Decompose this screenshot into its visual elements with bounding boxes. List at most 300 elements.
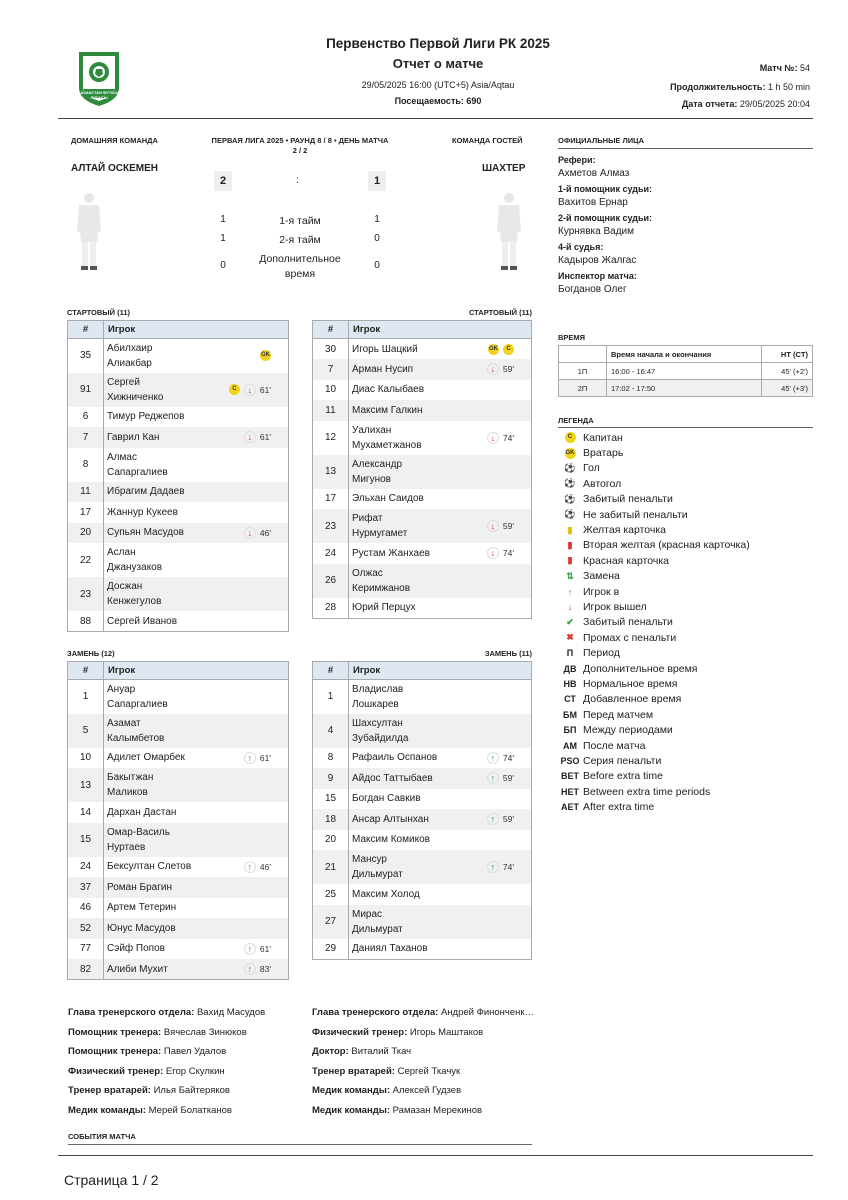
player-row: [313, 905, 532, 939]
abbr-16: НВ: [563, 678, 577, 689]
legend-label: Нормальное время: [583, 677, 678, 690]
report-subtitle: Отчет о матче: [392, 56, 484, 71]
player-row: [68, 680, 289, 714]
col-number-header: #: [68, 321, 104, 339]
player-row: [68, 877, 289, 898]
player-row: [313, 714, 532, 748]
player-name: Досжан Кенжегулов: [107, 581, 162, 607]
player-in-icon: ↑: [487, 752, 499, 764]
player-name: Олжас Керимжанов: [352, 567, 411, 594]
attendance: Посещаемость: 690: [394, 96, 482, 106]
player-cell: [104, 523, 289, 544]
col-number-header: #: [313, 321, 349, 339]
player-number: 1: [313, 680, 349, 714]
staff-role: Медик команды:: [312, 1085, 390, 1097]
player-name: Ансар Алтынхан: [352, 813, 429, 825]
player-row: [313, 339, 532, 360]
abbr-14: П: [566, 648, 574, 659]
staff-name: Павел Удалов: [163, 1046, 227, 1058]
player-number: 15: [68, 823, 104, 857]
player-number: 13: [68, 768, 104, 802]
abbr-21: PSO: [560, 755, 580, 766]
player-row: [68, 939, 289, 960]
player-cell: [349, 509, 532, 543]
legend-caption: ЛЕГЕНДА: [558, 416, 594, 425]
legend-item: [557, 522, 812, 537]
staff-role: Глава тренерского отдела:: [68, 1007, 195, 1018]
legend-item: [557, 584, 812, 599]
player-number: 77: [68, 939, 104, 960]
logo-text: КАЗАКСТАН ФУТБОЛ ЛИГАСЫ: [78, 90, 120, 100]
staff-member: [312, 1081, 534, 1101]
legend-item: [557, 645, 812, 660]
sub-minute: 61': [259, 432, 271, 443]
player-cell: [349, 809, 532, 830]
player-row: [313, 884, 532, 905]
period-label: 1-я тайм: [279, 215, 321, 227]
player-cell: [349, 768, 532, 789]
player-cell: [349, 455, 532, 489]
home-team-name: АЛТАЙ ОСКЕМЕН: [71, 163, 159, 174]
col-player-header: Игрок: [349, 321, 532, 339]
staff-role: Помощник тренера:: [68, 1046, 162, 1058]
staff-member: [312, 1003, 534, 1023]
away-start-caption: СТАРТОВЫЙ (11): [468, 308, 532, 317]
legend-item: [557, 769, 812, 784]
legend-label: Игрок в: [583, 585, 620, 598]
player-name: Даниял Таханов: [352, 943, 428, 954]
player-number: 17: [68, 502, 104, 523]
player-name: Дархан Дастан: [107, 806, 177, 818]
legend-item: [557, 430, 812, 445]
legend-label: Не забитый пенальти: [583, 508, 688, 521]
legend-label: Вторая желтая (красная карточка): [583, 539, 750, 552]
match-datetime: 29/05/2025 16:00 (UTC+5) Asia/Aqtau: [361, 80, 515, 90]
player-number: 23: [68, 577, 104, 611]
home-subs-caption: ЗАМЕНЬ (12): [67, 649, 115, 658]
away-kit-icon: [494, 192, 524, 272]
period-home-score: 1: [220, 214, 226, 225]
sub-minute: 61': [259, 943, 271, 954]
round-caption: ПЕРВАЯ ЛИГА 2025 • РАУНД 8 / 8 • ДЕНЬ МАТЧА 2 / 2: [211, 136, 389, 155]
sub-minute: 59': [502, 364, 514, 375]
home-team-caption: ДОМАШНЯЯ КОМАНДА: [71, 136, 158, 145]
player-cell: [104, 448, 289, 482]
player-number: 37: [68, 877, 104, 898]
player-cell: [349, 359, 532, 380]
legend-divider: [558, 427, 813, 428]
player-out-icon: ↓: [487, 547, 499, 559]
player-cell: [349, 850, 532, 884]
staff-name: Алексей Гудзев: [392, 1085, 462, 1097]
official-name: Ахметов Алмаз: [558, 168, 630, 179]
col-number-header: #: [68, 662, 104, 680]
player-number: 35: [68, 339, 104, 373]
player-row: [313, 543, 532, 564]
player-cell: [104, 680, 289, 714]
time-range: 16:00 - 16:47: [607, 363, 762, 380]
player-cell: [349, 598, 532, 619]
player-number: 4: [313, 714, 349, 748]
staff-role: Глава тренерского отдела:: [312, 1007, 439, 1018]
official-role: Рефери:: [558, 155, 596, 165]
player-number: 11: [313, 400, 349, 421]
legend-label: Between extra time periods: [583, 785, 711, 798]
staff-member: [312, 1023, 534, 1043]
player-row: [313, 789, 532, 810]
player-cell: [349, 884, 532, 905]
player-row: [313, 830, 532, 851]
player-out-icon: ↓: [487, 432, 499, 444]
player-cell: [104, 748, 289, 769]
player-number: 13: [313, 455, 349, 489]
abbr-15: ДВ: [563, 663, 577, 674]
period-home-score: 1: [220, 233, 226, 244]
legend-item: [557, 692, 812, 707]
player-number: 8: [313, 748, 349, 769]
player-cell: [104, 768, 289, 802]
player-name: Игорь Шацкий: [352, 343, 418, 355]
staff-name: Рамазан Мерекинов: [392, 1104, 483, 1116]
legend-item: [557, 799, 812, 814]
player-cell: [349, 748, 532, 769]
player-number: 26: [313, 564, 349, 598]
player-cell: [104, 918, 289, 939]
player-row: [68, 523, 289, 544]
legend-item: [557, 445, 812, 460]
player-number: 11: [68, 482, 104, 503]
abbr-17: СТ: [564, 694, 576, 705]
player-cell: [104, 857, 289, 878]
player-row: [68, 407, 289, 428]
player-out-icon: ↓: [567, 601, 573, 612]
player-out-icon: ↓: [244, 527, 256, 539]
player-number: 5: [68, 714, 104, 748]
player-name: Рафаиль Оспанов: [352, 752, 438, 764]
player-row: [68, 714, 289, 748]
player-name: Максим Холод: [352, 888, 420, 900]
legend-item: [557, 630, 812, 645]
legend-item: [557, 676, 812, 691]
officials-divider: [558, 148, 813, 149]
player-cell: [104, 898, 289, 919]
sub-minute: 61': [259, 752, 271, 763]
staff-role: Медик команды:: [312, 1104, 390, 1116]
staff-role: Тренер вратарей:: [312, 1065, 395, 1077]
player-in-icon: ↑: [487, 772, 499, 784]
abbr-22: BET: [561, 771, 579, 782]
penalty-miss-cross-icon: ✖: [566, 632, 574, 643]
player-row: [313, 680, 532, 714]
time-ht: 45' (+2'): [761, 363, 812, 380]
staff-member: [312, 1042, 534, 1062]
player-number: 29: [313, 939, 349, 960]
player-number: 20: [68, 523, 104, 544]
player-row: [68, 857, 289, 878]
staff-name: Игорь Маштаков: [409, 1026, 484, 1038]
player-cell: [349, 400, 532, 421]
player-row: [68, 543, 289, 577]
player-in-icon: ↑: [487, 813, 499, 825]
player-out-icon: ↓: [487, 363, 499, 375]
official-name: Богданов Олег: [558, 284, 627, 295]
sub-minute: 46': [259, 861, 271, 872]
player-name: Мансур Дильмурат: [352, 854, 403, 880]
player-cell: [104, 577, 289, 611]
player-name: Алиби Мухит: [107, 963, 168, 975]
player-number: 18: [313, 809, 349, 830]
player-number: 6: [68, 407, 104, 428]
legend-item: [557, 784, 812, 799]
player-name: Владислав Лошкарев: [352, 683, 404, 710]
time-row: [559, 380, 813, 397]
player-cell: [104, 543, 289, 577]
player-number: 7: [313, 359, 349, 380]
legend-label: Забитый пенальти: [583, 616, 673, 629]
staff-name: Виталий Ткач: [351, 1046, 412, 1058]
legend-label: Желтая карточка: [583, 524, 667, 537]
legend-item: [557, 738, 812, 753]
player-number: 82: [68, 959, 104, 980]
events-divider: [68, 1144, 532, 1145]
legend-item: [557, 507, 812, 522]
player-name: Арман Нусип: [352, 363, 414, 375]
away-starting-table: [312, 320, 532, 619]
legend-item: [557, 569, 812, 584]
player-name: Ануар Сапаргалиев: [107, 683, 168, 710]
away-subs-caption: ЗАМЕНЬ (11): [484, 649, 532, 658]
player-row: [313, 380, 532, 401]
legend-item: [557, 492, 812, 507]
player-number: 23: [313, 509, 349, 543]
penalty-scored-icon: ⚽: [564, 493, 576, 504]
time-col-range: Время начала и окончания: [607, 346, 762, 363]
player-in-icon: ↑: [487, 861, 499, 873]
player-cell: [349, 789, 532, 810]
header-divider: [58, 118, 813, 119]
player-name: Юнус Масудов: [107, 922, 176, 934]
player-row: [68, 448, 289, 482]
player-cell: [104, 714, 289, 748]
player-name: Шахсултан Зубайдилда: [352, 717, 409, 744]
staff-member: [312, 1062, 534, 1082]
player-name: Александр Мигунов: [352, 458, 403, 485]
staff-member: [68, 1062, 308, 1082]
official-name: Вахитов Ернар: [558, 197, 628, 208]
second-yellow-icon: ▮: [567, 539, 573, 550]
player-name: Ибрагим Дадаев: [107, 486, 185, 498]
staff-role: Доктор:: [312, 1046, 349, 1058]
time-table: [558, 345, 813, 397]
player-row: [313, 809, 532, 830]
legend-label: Вратарь: [583, 447, 624, 460]
player-cell: [349, 714, 532, 748]
captain-icon: [557, 432, 583, 443]
time-range: 17:02 - 17:50: [607, 380, 762, 397]
player-cell: [104, 939, 289, 960]
staff-member: [68, 1101, 308, 1121]
player-number: 46: [68, 898, 104, 919]
player-cell: [349, 564, 532, 598]
player-name: Сергей Иванов: [107, 615, 178, 627]
player-row: [313, 421, 532, 455]
away-subs-table: [312, 661, 532, 960]
home-start-caption: СТАРТОВЫЙ (11): [67, 308, 131, 317]
player-in-icon: ↑: [244, 963, 256, 975]
sub-minute: 61': [259, 384, 271, 395]
sub-minute: 74': [502, 548, 514, 559]
player-cell: [349, 380, 532, 401]
player-row: [68, 577, 289, 611]
player-number: 28: [313, 598, 349, 619]
legend-label: Перед матчем: [583, 708, 654, 721]
player-row: [68, 748, 289, 769]
player-name: Артем Тетерин: [107, 902, 177, 914]
player-name: Мирас Дильмурат: [352, 908, 403, 935]
goalkeeper-icon: [557, 448, 583, 459]
yellow-card-icon: ▮: [567, 524, 573, 535]
player-cell: [104, 823, 289, 857]
player-number: 22: [68, 543, 104, 577]
away-team-caption: КОМАНДА ГОСТЕЙ: [452, 136, 523, 145]
home-starting-table: [67, 320, 289, 632]
player-number: 24: [313, 543, 349, 564]
penalty-missed-icon: ⚽: [564, 509, 576, 520]
player-row: [313, 768, 532, 789]
captain-icon: C: [503, 344, 514, 355]
player-number: 27: [313, 905, 349, 939]
player-name: Аслан Джанузаков: [107, 547, 163, 573]
player-number: 12: [313, 421, 349, 455]
away-team-name: ШАХТЕР: [482, 163, 526, 174]
legend-badge: GK: [565, 448, 576, 459]
player-number: 14: [68, 802, 104, 823]
time-period: 1П: [559, 363, 607, 380]
player-number: 24: [68, 857, 104, 878]
player-in-icon: ↑: [567, 586, 573, 597]
player-number: 10: [68, 748, 104, 769]
player-cell: [104, 373, 289, 407]
player-cell: [104, 339, 289, 373]
time-caption: ВРЕМЯ: [558, 333, 586, 342]
staff-role: Физический тренер:: [312, 1026, 408, 1038]
goal-icon: ⚽: [564, 462, 576, 473]
player-number: 1: [68, 680, 104, 714]
time-row: [559, 363, 813, 380]
sub-minute: 74': [502, 432, 514, 443]
time-col-ht: HT (CT): [761, 346, 812, 363]
period-away-score: 0: [374, 233, 380, 244]
player-name: Сэйф Попов: [107, 943, 165, 955]
report-date: Дата отчета: 29/05/2025 20:04: [681, 99, 810, 109]
legend-label: Добавленное время: [583, 693, 682, 706]
player-name: Бексултан Слетов: [107, 861, 192, 873]
official-role: 1-й помощник судьи:: [558, 184, 653, 194]
player-row: [68, 918, 289, 939]
player-name: Максим Комиков: [352, 834, 430, 846]
player-cell: [104, 959, 289, 980]
abbr-19: БП: [563, 725, 577, 736]
player-row: [68, 768, 289, 802]
staff-name: Сергей Ткачук: [397, 1065, 461, 1077]
player-number: 21: [313, 850, 349, 884]
staff-member: [312, 1101, 534, 1121]
player-cell: [349, 830, 532, 851]
player-row: [68, 611, 289, 632]
player-row: [313, 489, 532, 510]
home-subs-table: [67, 661, 289, 980]
abbr-24: AET: [561, 802, 579, 813]
player-number: 15: [313, 789, 349, 810]
col-player-header: Игрок: [104, 662, 289, 680]
player-name: Сергей Хижниченко: [107, 376, 164, 403]
player-name: Уалихан Мухаметжанов: [352, 424, 422, 451]
player-out-icon: ↓: [487, 520, 499, 532]
player-row: [313, 400, 532, 421]
period-away-score: 1: [374, 214, 380, 225]
player-row: [313, 939, 532, 960]
player-cell: [104, 611, 289, 632]
player-row: [68, 802, 289, 823]
footer-divider: [58, 1155, 813, 1156]
player-name: Рифат Нурмугамет: [352, 513, 408, 539]
sub-minute: 59': [502, 814, 514, 825]
player-name: Супьян Масудов: [107, 527, 184, 539]
period-away-score: 0: [374, 260, 380, 271]
sub-minute: 59': [502, 773, 514, 784]
captain-icon: C: [229, 384, 240, 395]
legend-item: [557, 615, 812, 630]
player-in-icon: ↑: [244, 752, 256, 764]
substitution-icon: ⇅: [566, 570, 574, 581]
home-score: 2: [214, 171, 232, 191]
player-name: Азамат Калымбетов: [107, 717, 165, 744]
player-cell: [104, 502, 289, 523]
legend-item: [557, 753, 812, 768]
player-cell: [104, 427, 289, 448]
staff-role: Физический тренер:: [68, 1065, 164, 1077]
player-number: 8: [68, 448, 104, 482]
staff-role: Медик команды:: [68, 1104, 146, 1116]
player-number: 25: [313, 884, 349, 905]
player-out-icon: ↓: [244, 384, 256, 396]
legend-label: Между периодами: [583, 724, 673, 737]
official-role: 4-й судья:: [558, 242, 604, 252]
home-kit-icon: [74, 192, 104, 272]
period-label: 2-я тайм: [279, 234, 321, 246]
player-cell: [349, 680, 532, 714]
player-row: [313, 455, 532, 489]
player-name: Абилхаир Алиакбар: [107, 342, 153, 369]
legend-label: Игрок вышел: [583, 600, 647, 613]
staff-member: [68, 1042, 308, 1062]
player-row: [68, 823, 289, 857]
period-home-score: 0: [220, 260, 226, 271]
page-number: Страница 1 / 2: [64, 1172, 159, 1188]
player-cell: [349, 905, 532, 939]
abbr-23: HET: [561, 786, 579, 797]
goalkeeper-icon: GK: [260, 350, 271, 361]
player-row: [68, 898, 289, 919]
staff-role: Тренер вратарей:: [68, 1085, 151, 1097]
player-row: [68, 502, 289, 523]
abbr-18: БМ: [563, 709, 577, 720]
legend-label: Гол: [583, 462, 600, 475]
events-caption: СОБЫТИЯ МАТЧА: [68, 1132, 136, 1141]
player-name: Бакытжан Маликов: [107, 772, 154, 798]
legend-label: Промах с пенальти: [583, 631, 677, 644]
legend-label: Период: [583, 647, 620, 660]
